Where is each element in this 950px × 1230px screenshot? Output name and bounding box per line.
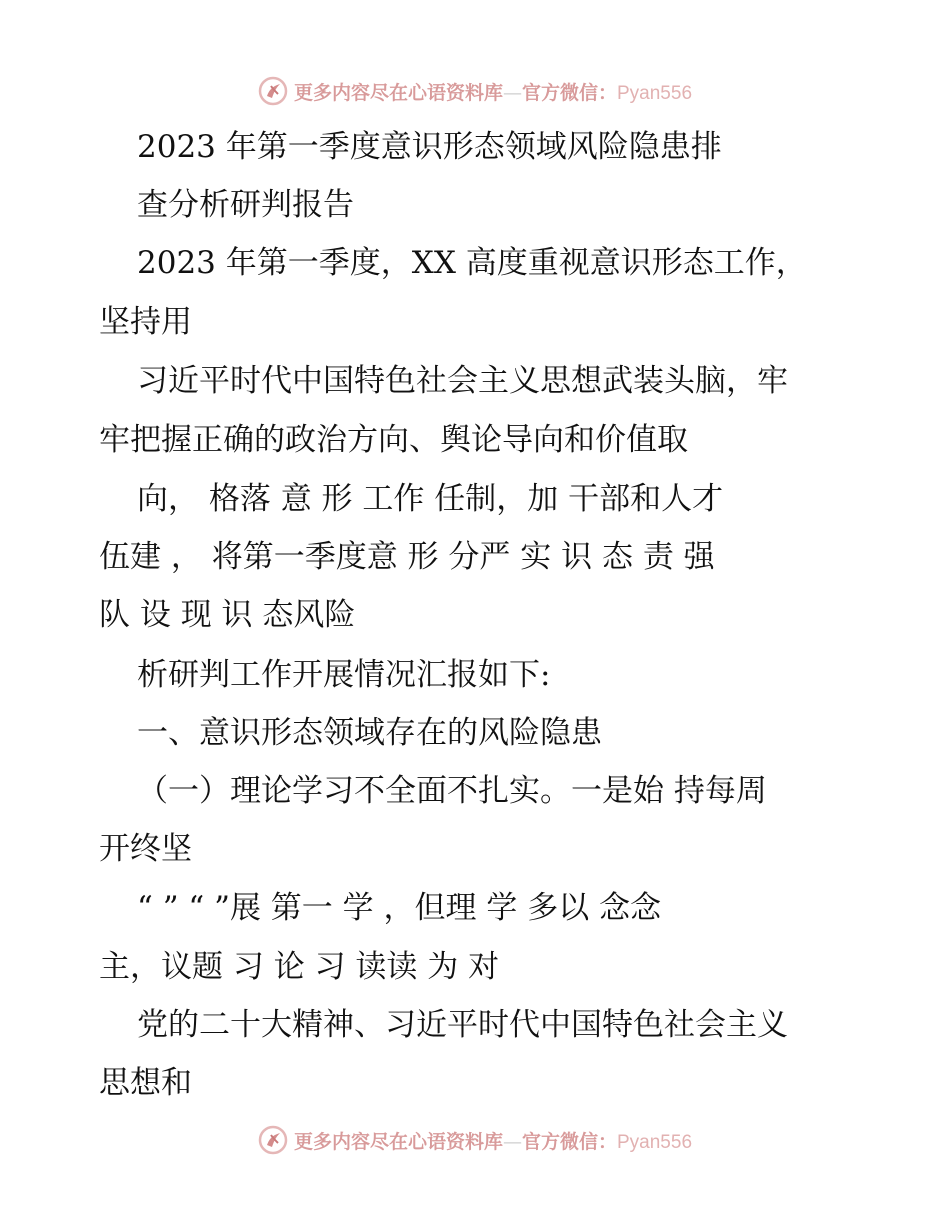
flame-seal-icon	[258, 1125, 288, 1155]
paragraph-line: 开终坚	[99, 831, 192, 867]
title-line-2: 查分析研判报告	[137, 187, 354, 223]
flame-seal-icon	[258, 76, 288, 106]
watermark-text: 更多内容尽在心语资料库—官方微信：Pyan556	[293, 1130, 693, 1153]
watermark-banner-top	[0, 71, 950, 111]
paragraph-line: 析研判工作开展情况汇报如下:	[137, 657, 551, 693]
section-heading: 一、意识形态领域存在的风险隐患	[137, 715, 602, 751]
watermark-text: 更多内容尽在心语资料库—官方微信：Pyan556	[293, 81, 693, 104]
title-line-1: 2023 年第一季度意识形态领域风险隐患排	[137, 129, 722, 165]
paragraph-line: 党的二十大精神、习近平时代中国特色社会主义	[137, 1007, 788, 1043]
paragraph-line: 主，议题 习 论 习 读读 为 对	[99, 949, 500, 985]
paragraph-line: 思想和	[99, 1065, 192, 1101]
paragraph-line: 2023 年第一季度，XX 高度重视意识形态工作，	[137, 245, 807, 281]
subsection-line: （一）理论学习不全面不扎实。一是始 持每周	[137, 773, 767, 809]
paragraph-line: 向， 格落 意 形 工作 任制，加 干部和人才	[137, 481, 724, 517]
watermark-banner-bottom	[0, 1120, 950, 1160]
paragraph-line: “ ” “ ”展 第一 学 ，但理 学 多以 念念	[137, 890, 662, 926]
paragraph-line: 习近平时代中国特色社会主义思想武装头脑，牢	[137, 363, 788, 399]
paragraph-line: 坚持用	[99, 304, 192, 340]
paragraph-line: 队 设 现 识 态风险	[99, 597, 356, 633]
paragraph-line: 牢把握正确的政治方向、舆论导向和价值取	[99, 422, 688, 458]
paragraph-line: 伍建 ， 将第一季度意 形 分严 实 识 态 责 强	[99, 539, 715, 575]
